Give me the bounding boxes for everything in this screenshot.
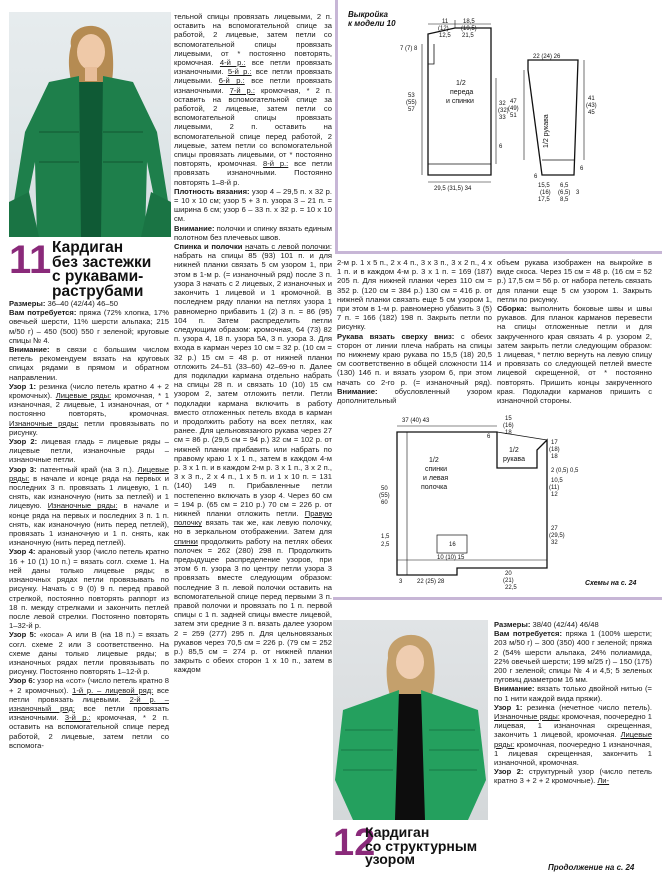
pattern-scheme-model-12-svg (337, 410, 655, 595)
scheme2-mid-a: 16 (449, 542, 456, 548)
scheme2-sl-right1: 17 (551, 440, 558, 446)
scheme1-sleeve-small: 6 (534, 174, 538, 180)
scheme2-r-c3: 32 (551, 540, 558, 546)
scheme2-label1: 1/2 (429, 457, 439, 464)
model-11-instructions-col3: 2-м р. 1 х 5 п., 2 х 4 п., 3 х 3 п., 3 х 2 п., 4 х 1 п. и в каждом 4-м р. 3 х 1 п. = 169 (187) 205 п. Для нижней планки через 110 см = 352 р. (120 см = 384 р.) 130 см = 416 р. от нижней планки связать еще 5 см узором 1, при этом в 1-м р. равномерно убавить 3 (5) 7 п. = 166 (182) 198 п. Закрыть петли по рисунку. Рукава вязать сверху вниз: с обеих сторон от линии плеча набрать на спицы по нижнему краю рукава по 15,5 (18) 20,5 см соответственно в общей сложности 114 (130) 146 п. и вязать узором 6, при этом начать со 2-го р. (= изнаночный ряд). Внимание: обусловленный узором дополнительный (337, 258, 492, 406)
scheme2-sleeve2: рукава (503, 456, 525, 463)
model-12-title (365, 826, 485, 867)
scheme2-left2: (55) (379, 493, 390, 499)
scheme1-sleeve-cuff1: 6,5 (560, 183, 569, 189)
scheme1-sleeve-top: 22 (24) 26 (533, 54, 561, 60)
model-12-photo (333, 620, 488, 820)
scheme2-label4: полочка (421, 484, 448, 491)
model-11-title (52, 241, 172, 299)
scheme1-sleeve-label: 1/2 рукава (543, 114, 550, 148)
scheme1-title-line2: к модели 10 (348, 19, 396, 28)
scheme1-sleeve-bot2: (16) (540, 190, 551, 196)
scheme2-top-r1: 15 (505, 416, 512, 422)
scheme2-bot: 22 (25) 28 (417, 579, 445, 585)
scheme1-mid-a2: (32) (498, 108, 509, 114)
scheme1-sleeve-bot-right: 6 (580, 166, 584, 172)
divider-bottom (333, 597, 662, 600)
model-12-title-line1: Кардиган (365, 824, 430, 840)
scheme1-top-b: 18,5 (463, 19, 475, 25)
scheme2-r-b1: 10,5 (551, 478, 563, 484)
scheme1-top-b3: 21,5 (462, 33, 474, 39)
model-11-title-line4: раструбами (52, 282, 144, 300)
scheme1-sleeve-side1: 41 (588, 96, 595, 102)
model-12-number: 12 (333, 822, 376, 864)
scheme2-sleeve1: 1/2 (509, 447, 519, 454)
scheme1-left-b: 53 (408, 93, 415, 99)
scheme2-r-c1: 27 (551, 526, 558, 532)
scheme1-sleeve-bot1: 15,5 (538, 183, 550, 189)
scheme1-front-label1: 1/2 (456, 80, 466, 87)
scheme1-left-b2: (55) (406, 100, 417, 106)
scheme2-left3: 60 (381, 500, 388, 506)
scheme2-sl-right2: (18) (549, 447, 560, 453)
pattern-scheme-model-12 (337, 410, 655, 595)
scheme1-mid-a3: 33 (499, 115, 506, 121)
scheme2-label2: спинки (425, 466, 448, 473)
scheme2-bot-r2: (21) (503, 578, 514, 584)
scheme1-mid-b3: 51 (510, 113, 517, 119)
scheme2-sl-right3: 18 (551, 454, 558, 460)
model-12-title-line2: со структурным (365, 837, 478, 854)
scheme1-mid-a: 32 (499, 101, 506, 107)
model-11-title-line1: Кардиган (52, 239, 124, 256)
scheme2-t6: 6 (487, 434, 491, 440)
scheme1-title-line1: Выкройка (348, 10, 388, 19)
scheme1-sleeve-cuff3: 8,5 (560, 197, 569, 203)
pattern-scheme-model-10-svg (338, 0, 662, 251)
scheme2-footer: Схемы на с. 24 (585, 580, 637, 587)
scheme1-sleeve-side2: (43) (586, 103, 597, 109)
scheme2-r-c2: (29,5) (549, 533, 565, 539)
model-11-instructions-col4: объем рукава изображен на выкройке в виде скоса. Через 15 см = 48 р. (16 см = 52 р.) 17,5 см = 56 р. от набора петель связать для планки еще 5 см узором 1. Закрыть петли по рисунку. Сборка: выполнить боковые швы и швы рукавов. Для планок карманов перевести на спицы отложенные петли и для закрученного края связать 4 р. узором 2, затем закрыть петли следующим образом: 1 лицевая, * петлю вернуть на левую спицу и провязать со следующей петлей вместе лицевой скрещенной, от * постоянно повторять. Пришить концы закрученного края. Подкладки карманов пришить с изнаночной стороны. (497, 258, 652, 406)
scheme1-mid-b2: (49) (508, 106, 519, 112)
scheme1-bottom: 29,5 (31,5) 34 (434, 186, 472, 192)
scheme1-front-label3: и спинки (446, 98, 474, 105)
scheme1-left-a: 7 (7) 8 (400, 46, 418, 52)
scheme1-front-label2: переда (450, 89, 474, 96)
pattern-scheme-model-10 (335, 0, 662, 254)
scheme2-bot-r1: 20 (505, 571, 512, 577)
model-12-title-line3: узором (365, 851, 416, 867)
model-12-instructions: Размеры: 38/40 (42/44) 46/48 Вам потребуется: пряжа 1 (100% шерсти; 203 м/50 г) – 300 (350) 400 г зеленой; пряжа 2 (54% шерсти альпака, 24% полиамида, 22% овечьей шерсти; 199 м/25 г) – 150 (175) 200 г зеленой; спицы № 4 и 4,5; 5 зеленых пуговиц диаметром 16 мм. Внимание: вязать только двойной нитью (= по 1 нити каждой вида пряжи). Узор 1: резинка (нечетное число петель). Изнаночные ряды: кромочная, поочередно 1 лицевая, 1 изнаночная скрещенная, закончить 1 лицевой, кромочная. Лицевые ряды: кромочная, поочередно 1 изнаночная, 1 лицевая скрещенная, закончить 1 изнаночной, кромочная. Узор 2: структурный узор (число петель кратно 3 + 2 + 2 кромочные). Ли- (494, 620, 652, 786)
model-11-photo (9, 12, 171, 237)
scheme1-top-a2: (12) (438, 26, 449, 32)
scheme1-top-a: 11 (442, 19, 449, 25)
scheme2-left-small1: 1,5 (381, 534, 390, 540)
scheme1-bottom-sm: 6 (499, 144, 503, 150)
scheme2-top: 37 (40) 43 (402, 418, 430, 424)
scheme2-label3: и левая (423, 475, 449, 482)
model-12-footer: Продолжение на с. 24 (548, 863, 635, 872)
scheme1-top-b2: (19,5) (461, 26, 477, 32)
scheme2-bot-l: 3 (399, 579, 403, 585)
scheme1-sleeve-3: 3 (576, 190, 580, 196)
scheme2-r-b2: (11) (549, 485, 560, 491)
scheme1-sleeve-bot3: 17,5 (538, 197, 550, 203)
scheme1-mid-b: 47 (510, 99, 517, 105)
scheme2-left1: 50 (381, 486, 388, 492)
scheme2-r-a: 2 (0,5) 0,5 (551, 468, 579, 474)
scheme2-mid-b: 10 (10) 15 (437, 555, 465, 561)
scheme1-left-b3: 57 (408, 107, 415, 113)
scheme1-sleeve-side3: 45 (588, 110, 595, 116)
scheme2-left-small2: 2,5 (381, 542, 390, 548)
scheme2-bot-r3: 22,5 (505, 585, 517, 591)
model-11-number: 11 (9, 238, 52, 282)
scheme2-r-b3: 12 (551, 492, 558, 498)
scheme2-top-r2: (16) (503, 423, 514, 429)
scheme1-top-a3: 12,5 (439, 33, 451, 39)
model-11-title-line2: без застежки (52, 253, 152, 271)
scheme2-top-r3: 18 (505, 430, 512, 436)
scheme1-sleeve-cuff2: (6,5) (558, 190, 571, 196)
model-11-instructions-col1: Размеры: 36–40 (42/44) 46–50 Вам потребуется: пряжа (72% хлопка, 17% овечьей шерсти, 11% шерсти альпака; 215 м/50 г) – 450 (500) 550 г зеленой; круговые спицы № 4. Внимание: в связи с большим числом петель рекомендуем вязать на круговых спицах рядами в прямом и обратном направлении. Узор 1: резинка (число петель кратно 4 + 2 кромочных). Лицевые ряды: кромочная, * 1 изнаночная, 2 лицевые, 1 изнаночная, от * постоянно повторять, кромочная. Изнаночные ряды: петли провязывать по рисунку. Узор 2: лицевая гладь = лицевые ряды – лицевые петли, изнаночные ряды – изнаночные петли. Узор 3: патентный край (на 3 п.). Лицевые ряды: в начале и конце ряда на первых и последних 3 п. провязать 1 лицевую, 1 п. снять, как изнаночную (нить за петлей) и 1 лицевую. Изнаночные ряды: в начале и конце ряда на первых и последних 3 п. 1 п. снять, как изнаночную (нить перед петлей), провязать 1 изнаночную и 1 п. снять, как изнаночную (нить перед петлей). Узор 4: арановый узор (число петель кратно 16 + 10 (1) 10 п.) = вязать согл. схеме 1. На ней даны только лицевые ряды; в изнаночных рядах петли провязывать по рисунку. Начать с 9 (0) 9 п. перед правой стрелкой, постоянно повторять раппорт из 18 п. между стрелками и закончить петлей после левой стрелки. Постоянно повторять 1–32-й р. Узор 5: «коса» А или В (на 18 п.) = вязать согл. схеме 2 или 3 соответственно. На схеме даны только лицевые ряды; в изнаночных рядах петли провязывать по рисунку. Постоянно повторять 1–12-й р. Узор 6: узор на «сот» (число петель кратно 8 + 2 кромочных). 1-й р. – лицевой ряд: все петли провязать лицевыми. 2-й р. – изнаночный ряд: все петли провязать изнаночными. 3-й р.: кромочная, * 2 п. оставить на вспомогательной спице перед работой, 2 лицевые, затем петли со вспомога- (9, 299, 169, 750)
model-11-instructions-col2: тельной спицы провязать лицевыми, 2 п. оставить на вспомогательной спице за работой, 2 лицевые, затем петли со вспомогательной спицы провязать лицевыми, от * постоянно повторять, кромочная. 4-й р.: все петли провязать изнаночными. 5-й р.: все петли провязать лицевыми. 6-й р.: все петли провязать изнаночными. 7-й р.: кромочная, * 2 п. оставить на вспомогательной спице за работой, 2 лицевые, затем петли со вспомогательной спицы провязать лицевыми, 2 п. оставить на вспомогательной спице перед работой, 2 лицевые, затем петли со вспомогательной спицы провязать лицевыми, от * постоянно повторять, кромочная. 8-й р.: все петли провязать изнаночными. Постоянно повторять 1–8-й р. Плотность вязания: узор 4 – 29,5 п. х 32 р. = 10 х 10 см; узор 5 + 3 п. узора 3 – 21 п. = ширина 6 см; узор 6 – 33 п. х 32 р. = 10 х 10 см. Внимание: полочки и спинку вязать единым полотном без плечевых швов. Спинка и полочки начать с левой полочки: набрать на спицы 85 (93) 101 п. и для нижней планки связать 5 см узором 1, при этом в 1-м р. (= изнаночный ряд) после 3 п. узора 3 начать с 2 лицевых, 2 изнаночных и закончить 1 лицевой и 1 кромочной. В последнем ряду планки на петлях узора 1 равномерно прибавить 1 (2) 3 п. = 86 (95) 104 п. Затем распределить петли следующим образом: кромочная, 64 (73) 82 п. узора 4, 18 п. узора 5А, 3 п. узора 3. Для входа в карман через 10 см = 32 р. (10 см = 32 р.) 15 см = 48 р. от нижней планки отложить 24–51 (33–60) 42–69-ю п. Далее для подкладки кармана отдельно набрать на спицы 28 п. и связать 10 (10) 15 см узором 2, затем отложить петли. Петли подкладки кармана включить в работу вместо отложенных петель входа в карман и продолжить работу на всех петлях, как ранее. Для цельновязаного рукава через 27 см = 86 р. (29,5 см = 94 р.) 32 см = 102 р. от нижней планки прибавить или набрать по правому краю 1 х 1 п., затем в каждом 4-м р. 3 х 1 п. и в каждом 2-м р. 3 х 1 п., 3 х 2 п., 3 х 3 п., 2 х 4 п., 1 х 5 п. и 1 х 10 п. = 131 (140) 149 п. Прибавленные петли постепенно включать в узор 4. Через 60 см = 194 р. (65 см = 210 р.) 70 см = 226 р. от нижней планки отложить петли. Правую полочку вязать так же, как левую полочку, но в зеркальном отображении. Затем для спинки продолжить работу на петлях обеих полочек = 262 (280) 298 п. Продолжить предыдущее распределение узоров, при этом 6 п. узора 3 по центру петли узора 3 провязать вместе следующим образом: последние 3 п. левой полочки оставить на вспомогательной спице перед первыми 3 п. правой полочки и провязать по 1 п. первой спицы с 1 п. задней спицы вместе лицевой, затем эти средние 3 п. вязать далее узором 2 = 259 (277) 295 п. Для цельновязаных рукавов через 70,5 см = 226 р. (79 см = 252 р.) 85,5 см = 274 р. от нижней планки закрыть с обеих сторон 1 х 10 п., затем в каждом (174, 12, 332, 675)
model-11-title-line3: с рукавами- (52, 268, 144, 285)
